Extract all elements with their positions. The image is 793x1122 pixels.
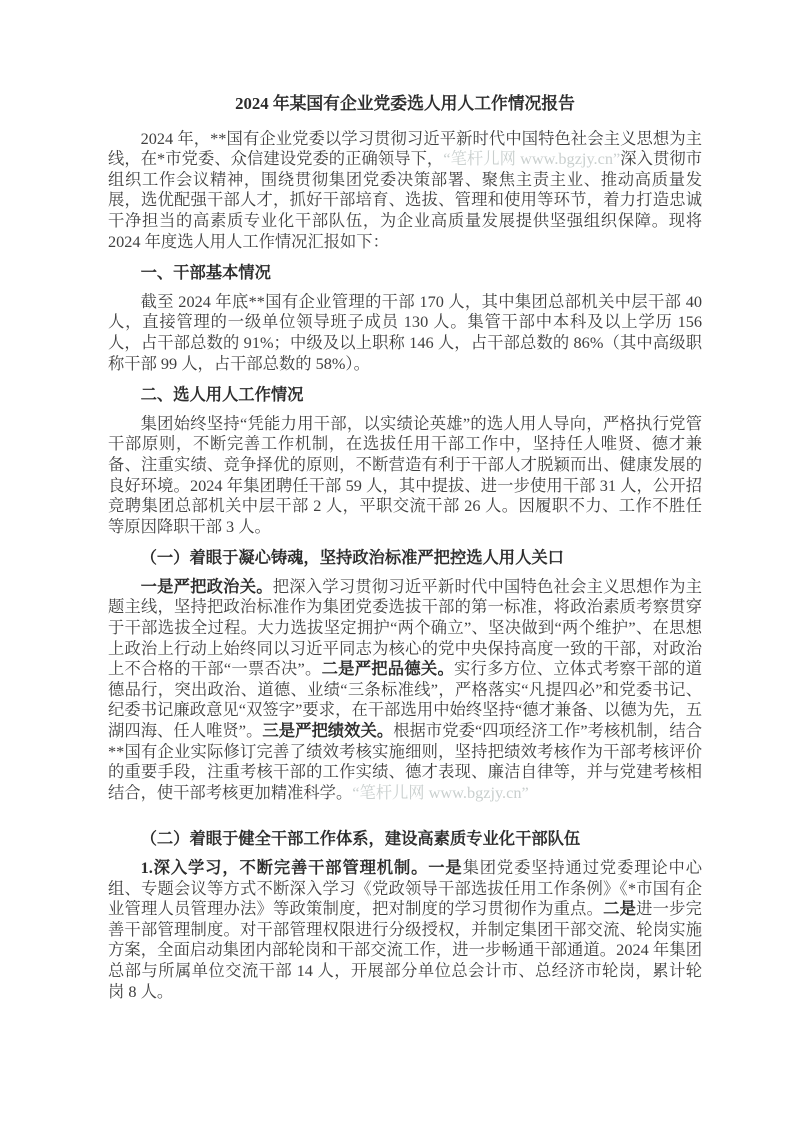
section-heading <box>108 829 702 850</box>
text-run: 集团党委坚持通过党委理论中心组、专题会议等方式不断深入学习《党政领导干部选拔任用工作条例》《*市国有企业管理人员管理办法》等政策制度，把对制度的学习贯彻作为重点。 <box>108 858 702 919</box>
document-content <box>108 94 702 1002</box>
section-heading <box>108 263 702 284</box>
text-run: 一、干部基本情况 <box>140 263 271 283</box>
text-run: 深入贯彻市组织工作会议精神，围绕贯彻集团党委决策部署、聚焦主责主业、推动高质量发展，选优配强干部人才，抓好干部培育、选拔、管理和使用等环节，着力打造忠诚干净担当的高素质专业化干部队伍，为企业高质量发展提供坚强组织保障。现将 2024 年度选人用人工作情况汇报如下： <box>108 149 702 251</box>
section-heading <box>108 548 702 569</box>
watermark-text: “笔杆儿网 www.bgzjy.cn” <box>443 149 621 169</box>
text-run: 一是严把政治关。 <box>140 576 273 596</box>
text-run: 1.深入学习，不断完善干部管理机制。一是 <box>140 858 463 877</box>
paragraph <box>108 858 702 1002</box>
text-run: 2024 年，**国有企业党委以学习贯彻习近平新时代中国特色社会主义思想为主线，在*市党委、众信建设党委的正确领导下， <box>108 128 702 169</box>
text-run: （一）着眼于凝心铸魂，坚持政治标准严把控选人用人关口 <box>140 548 564 568</box>
text-run: 集团始终坚持“凭能力用干部，以实绩论英雄”的选人用人导向，严格执行党管干部原则，不断完善工作机制，在选拔任用干部工作中，坚持任人唯贤、德才兼备、注重实绩、竞争择优的原则，不断营造有利于干部人才脱颖而出、健康发展的良好环境。2024 年集团聘任干部 59 人，其中提拔、进一步使用干部 31 人，公开招竞聘集团总部机关中层干部 2 人，平职交流干部 26 人。因履职不力、工作不胜任等原因降职干部 3 人。 <box>108 413 702 536</box>
text-run: 二是严把品德关。 <box>321 659 454 679</box>
paragraph <box>108 129 702 253</box>
text-run: 二、选人用人工作情况 <box>140 385 304 405</box>
document-body <box>108 129 702 1003</box>
watermark-text: “笔杆儿网 www.bgzjy.cn” <box>352 782 529 802</box>
paragraph <box>108 577 702 804</box>
text-run: 进一步完善干部管理制度。对干部管理权限进行分级授权，并制定集团干部交流、轮岗实施方案，全面启动集团内部轮岗和干部交流工作，进一步畅通干部通道。2024 年集团总部与所属单位交流干部 14 人，开展部分单位总会计市、总经济市轮岗，累计轮岗 8 人。 <box>108 899 702 1001</box>
text-run: 截至 2024 年底**国有企业管理的干部 170 人，其中集团总部机关中层干部 40 人，直接管理的一级单位领导班子成员 130 人。集管干部中本科及以上学历 156 人，占干部总数的 91%；中级及以上职称 146 人，占干部总数的 86%（其中高级职称干部 99 人，占干部总数的 58%）。 <box>108 291 702 373</box>
section-heading <box>108 385 702 406</box>
text-run: 根据市党委“四项经济工作”考核机制，结合**国有企业实际修订完善了绩效考核实施细则，坚持把绩效考核作为干部考核评价的重要手段，注重考核干部的工作实绩、德才表现、廉洁自律等，并与党建考核相结合，使干部考核更加精准科学。 <box>108 721 702 802</box>
text-run: 把深入学习贯彻习近平新时代中国特色社会主义思想作为主题主线，坚持把政治标准作为集团党委选拔干部的第一标准，将政治素质考察贯穿于干部选拔全过程。大力选拔坚定拥护“两个确立”、坚决做到“两个维护”、在思想上政治上行动上始终同以习近平同志为核心的党中央保持高度一致的干部，对政治上不合格的干部“一票否决”。 <box>108 576 702 679</box>
document-title: 2024 年某国有企业党委选人用人工作情况报告 <box>235 94 575 113</box>
paragraph <box>108 414 702 538</box>
text-run: 二是 <box>603 899 637 919</box>
text-run: 实行多方位、立体式考察干部的道德品行，突出政治、道德、业绩“三条标准线”，严格落实“凡提四必”和党委书记、纪委书记廉政意见“双签字”要求，在干部选用中始终坚持“德才兼备、以德为先，五湖四海、任人唯贤”。 <box>108 659 702 741</box>
paragraph <box>108 292 702 374</box>
text-run: （二）着眼于健全干部工作体系，建设高素质专业化干部队伍 <box>140 829 581 849</box>
text-run: 三是严把绩效关。 <box>262 721 394 741</box>
